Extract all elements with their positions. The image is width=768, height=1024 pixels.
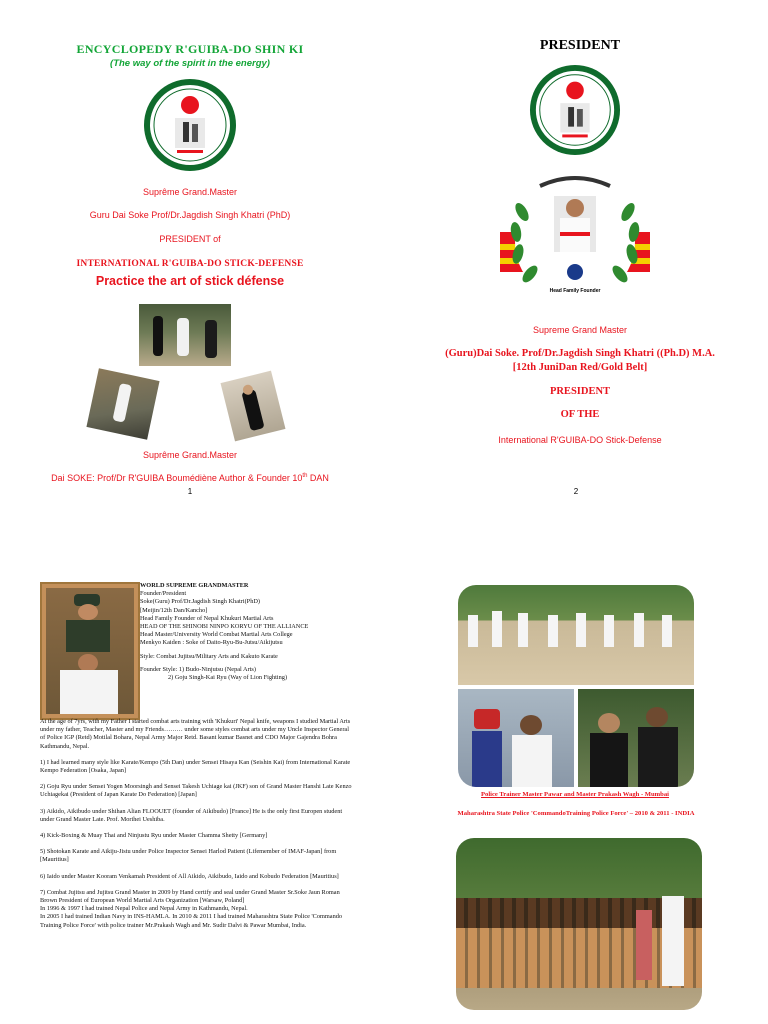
page1-founder-line bbox=[20, 473, 360, 483]
page2-of-the: OF THE bbox=[560, 409, 600, 420]
page1-tagline: Practice the art of stick défense bbox=[95, 274, 285, 288]
founder-end: DAN bbox=[307, 473, 329, 483]
photo-masters-right bbox=[578, 689, 694, 787]
photo-stick-fight bbox=[139, 304, 231, 366]
page1-subtitle: (The way of the spirit in the energy) bbox=[110, 58, 270, 69]
page3-line: [Meijin/12th Dan/Kancho] bbox=[140, 606, 208, 614]
page3-paragraph: In 1996 & 1997 I had trained Nepal Police and Nepal Army in Kathmandu, Nepal. bbox=[40, 905, 248, 913]
page2-president: PRESIDENT bbox=[549, 386, 611, 397]
page3-line: HEAD OF THE SHINOBI NINPO KORYU OF THE ALLIANCE bbox=[140, 623, 309, 631]
page1-title: ENCYCLOPEDY R'GUIBA-DO SHIN KI bbox=[76, 42, 304, 56]
portrait-framed bbox=[40, 582, 140, 720]
page3-line: Head Family Founder of Nepal Khukuri Martial Arts bbox=[140, 614, 274, 622]
page2-org: International R'GUIBA-DO Stick-Defense bbox=[498, 435, 662, 445]
emblem-label: Head Family Founder bbox=[549, 288, 601, 294]
page3-paragraph: In 2005 I had trained Indian Navy in INS-HAMLA. In 2010 & 2011 I had trained Maharashtra State Police 'Commando Training Police Force' with police trainer Mr.Prakash Wagh and Mr. Sudir Dalvi & Pawar Mumbai, India. bbox=[40, 913, 343, 929]
photo-stick-pose bbox=[221, 371, 286, 442]
page3-header: WORLD SUPREME GRANDMASTER bbox=[140, 582, 249, 589]
page3-line: Menkyo Kaiden : Soke of Daito-Ryu-Bu-Jutsu/Aikijutsu bbox=[140, 639, 283, 647]
page4-caption2: Maharashtra State Police 'CommandoTraining Police Force' – 2010 & 2011 - INDIA bbox=[457, 810, 695, 817]
page3-paragraph: 6) Iaido under Master Kooram Venkamah President of All Aikido, Aikibudo, Iaido and Kobudo Federation [Mauritius] bbox=[40, 872, 339, 880]
photo-masters-left bbox=[458, 689, 574, 787]
page3-line: Soke(Guru) Prof/Dr.Jagdish Singh Khatri(PhD) bbox=[140, 598, 260, 606]
page2-number: 2 bbox=[573, 487, 579, 496]
photo-kick bbox=[86, 368, 159, 440]
page3-line: Head Master/University World Combat Martial Arts College bbox=[140, 631, 293, 639]
page1-rank1: Suprême Grand.Master bbox=[142, 187, 238, 197]
page3-paragraph: 1) I had learned many style like Karate/Kempo (5th Dan) under Sensei Hisaya Kan (Seishin Kai) from International Karate Kempo Federation [Osaka, Japan] bbox=[40, 758, 351, 775]
page1-org: INTERNATIONAL R'GUIBA-DO STICK-DEFENSE bbox=[76, 259, 304, 269]
page3-paragraph: 3) Aikido, Aikibudo under Shihan Alian FLOOUET (founder of Aikibudo) [France] He is the only first Europen student under Grand Master Late. Prof. Morihei Ueshiba. bbox=[40, 807, 343, 823]
founder-sup: th bbox=[302, 473, 308, 479]
page2-belt: [12th JuniDan Red/Gold Belt] bbox=[512, 362, 648, 373]
page3-paragraph: 2) Goju Ryu under Sensei Yogen Moorsingh and Sensei Takesh Uchiage kai (JKF) son of Grand Master Hanshi Late Kenzo Uchiagekai (President of Japan Karate Do Federation) [Japan] bbox=[40, 783, 352, 799]
page3-founder-style-2: 2) Goju Singh-Kai Ryu (Way of Lion Fighting) bbox=[168, 674, 288, 682]
page3-paragraph: 4) Kick-Boxing & Muay Thai and Ninjustu Ryu under Master Chamma Shetty [Germany] bbox=[40, 832, 268, 840]
page2-title: PRESIDENT bbox=[539, 38, 621, 53]
page3-paragraph: 5) Shotokan Karate and Aikiju-Jistu under Police Inspector Sensei Harlod Patient (Lifemember of IMAF-Japan] from [Mauritius] bbox=[40, 848, 337, 864]
photo-training-ground bbox=[458, 585, 694, 685]
page2-name: (Guru)Dai Soke. Prof/Dr.Jagdish Singh Khatri ((Ph.D) M.A. bbox=[445, 348, 715, 359]
seal-logo bbox=[143, 78, 237, 172]
photo-collage bbox=[458, 585, 694, 787]
page1-rank2: Suprême Grand.Master bbox=[142, 450, 238, 460]
page3-style: Style: Combat Jujitsu/Military Arts and Kakuto Karate bbox=[140, 652, 278, 660]
page3-header-block bbox=[140, 582, 370, 682]
page4-caption1: Police Trainer Master Pawar and Master Prakash Wagh - Mumbai bbox=[481, 791, 669, 798]
page3-paragraph: 7) Combat Jujitsu and Jujitsu Grand Master in 2009 by Hand certify and seal under Grand Master Sr.Soke Jaun Roman Brown President of European World Martial Arts Organization [Warsaw, Poland] bbox=[40, 888, 340, 905]
seal-logo-2 bbox=[529, 64, 621, 156]
photo-police-parade bbox=[456, 838, 702, 1010]
page1-name1: Guru Dai Soke Prof/Dr.Jagdish Singh Khatri (PhD) bbox=[89, 210, 291, 220]
page3-body bbox=[40, 718, 355, 930]
page3-founder-style-1: Founder Style: 1) Budo-Ninjutsu (Nepal Arts) bbox=[140, 665, 256, 673]
page3-paragraph: At the age of 7yrs, with my Father I started combat arts training with 'Khukuri' Nepal knife, weapons I studied Martial Arts under my father, Teacher, Master and my Friends……… under some styles combat arts under my Uncle Inspector General of Police IGP (Retd) Motilal Bohara, Nepal Army Major Retd. Basant kumar Basnet and CDO Major Gajendra Bohra Kathmandu, Nepal. bbox=[40, 718, 351, 750]
page1-number: 1 bbox=[187, 487, 193, 496]
founder-text: Dai SOKE: Prof/Dr R'GUIBA Boumédiène Author & Founder 10 bbox=[51, 473, 303, 483]
page1-president-of: PRESIDENT of bbox=[159, 234, 221, 244]
page3-line: Founder/President bbox=[140, 590, 187, 598]
page2-rank: Supreme Grand Master bbox=[532, 325, 628, 335]
